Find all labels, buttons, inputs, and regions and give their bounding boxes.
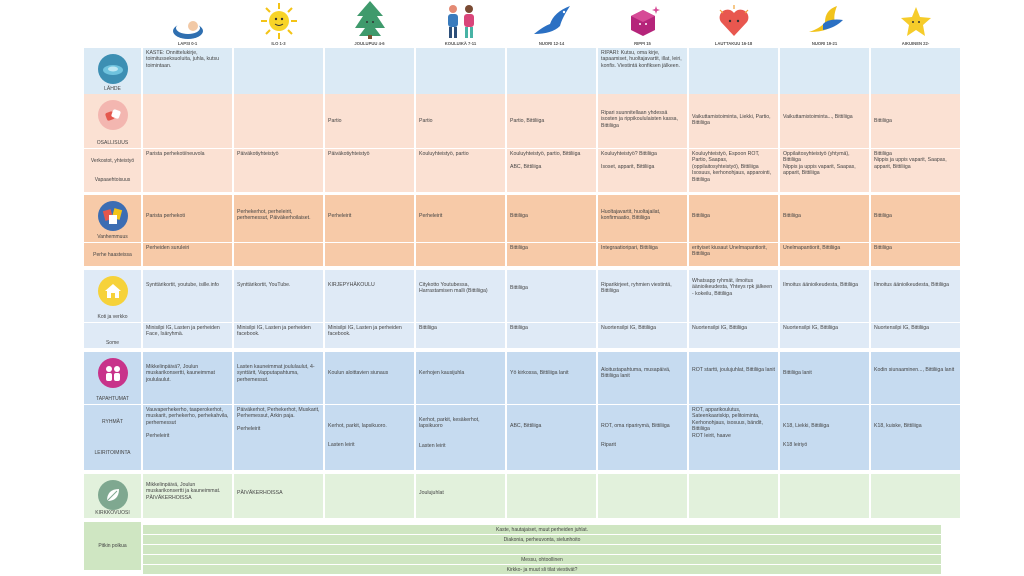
cell-vanhemmuus-2: Perheleirit bbox=[325, 192, 414, 242]
cell-kirkkovuosi-1: PÄIVÄKERHOISSA bbox=[234, 470, 323, 518]
cell-ryhmat-6: ROT, apparikoulutus, Sateenkaariskip, pelitoiminta, Kerhonohjaus, isosuus, bändit, Bittiliiga ROT leirit, haave bbox=[689, 404, 778, 470]
cell-tapahtumat-0: Mikkelinpäivä?, Joulun muskarikonsertti, kauneimmat joululaulut. bbox=[143, 348, 232, 404]
cell-osallisuus2-5: Kouluyhteistyö? Bittiliiga Isoset, apparit, Bittiliiga bbox=[598, 148, 687, 192]
people-icon bbox=[98, 358, 128, 388]
cell-tapahtumat-6: ROT startti, joulujuhlat, Bittiliiga lanit bbox=[689, 348, 778, 404]
cell-some-6: Nuortensilpi IG, Bittiliiga bbox=[689, 322, 778, 348]
cell-vanhemmuus-3: Perheleirit bbox=[416, 192, 505, 242]
cell-osallisuus1-3: Partio bbox=[416, 94, 505, 148]
cell-perhe-1 bbox=[234, 242, 323, 266]
cell-vanhemmuus-1: Perhekerhot, perheleirit, perhemessut, Päiväkerhoilaiset. bbox=[234, 192, 323, 242]
cell-some-3: Bittiliiga bbox=[416, 322, 505, 348]
cell-lahde-0: KASTE: Onnittelukirje, toimitusseksuoluita, juhla, kutsu toimintaan. bbox=[143, 48, 232, 94]
cell-vanhemmuus-4: Bittiliiga bbox=[507, 192, 596, 242]
cell-osallisuus2-8: Bittiliiga Nippis ja uppis vaparit, Saapas, apparit, Bittiliiga bbox=[871, 148, 960, 192]
cell-lahde-2 bbox=[325, 48, 414, 94]
cell-vanhemmuus-7: Bittiliiga bbox=[780, 192, 869, 242]
cell-osallisuus2-1: Päiväkotiyhteistyö bbox=[234, 148, 323, 192]
cell-koti-2: KIRJEPYHÄKOULU bbox=[325, 266, 414, 322]
cell-perhe-2 bbox=[325, 242, 414, 266]
cell-lahde-1 bbox=[234, 48, 323, 94]
row-label-pitkin-polkua: Pitkin polkua bbox=[84, 522, 141, 570]
pitkin-line-4: Kirkko- ja muut sli tilat viestivät? bbox=[143, 565, 941, 574]
cell-osallisuus2-2: Päiväkotiyhteistyö bbox=[325, 148, 414, 192]
cell-koti-5: Riparikirjeet, ryhmien viestintä, Bittiliiga bbox=[598, 266, 687, 322]
cell-kirkkovuosi-6 bbox=[689, 470, 778, 518]
row-label-verkostot: Verkostot, yhteistyö Vapaaehtoisuus bbox=[84, 148, 141, 192]
cell-osallisuus1-2: Partio bbox=[325, 94, 414, 148]
cell-ryhmat-5: ROT, oma riparirymä, Bittiliiga Riparit bbox=[598, 404, 687, 470]
row-label-tapahtumat: TAPAHTUMAT bbox=[84, 348, 141, 404]
cell-perhe-4: Bittiliiga bbox=[507, 242, 596, 266]
col-header-8: AIKUINEN 22- bbox=[871, 0, 960, 48]
cell-perhe-0: Perheiden suruleiri bbox=[143, 242, 232, 266]
row-label-lahde: LÄHDE bbox=[84, 48, 141, 94]
cell-lahde-3 bbox=[416, 48, 505, 94]
cell-tapahtumat-2: Koulun aloittavien siunaus bbox=[325, 348, 414, 404]
cell-tapahtumat-4: Yö kirkossa, Bittiliiga lanit bbox=[507, 348, 596, 404]
cell-ryhmat-8: K18, kuiske, Bittiliiga bbox=[871, 404, 960, 470]
cell-ryhmat-0: Vauvaperhekerho, taaperokerhot, muskarit, perhekerho, perhekahvila, perhemessut Perheleirit bbox=[143, 404, 232, 470]
cell-tapahtumat-7: Bittiliiga lanit bbox=[780, 348, 869, 404]
col-header-5: RIPPI 15 bbox=[598, 0, 687, 48]
cell-kirkkovuosi-5 bbox=[598, 470, 687, 518]
cell-osallisuus2-0: Parista perhekoti/neuvola bbox=[143, 148, 232, 192]
cell-lahde-4 bbox=[507, 48, 596, 94]
col-header-3: KOULUIKÄ 7-11 bbox=[416, 0, 505, 48]
cell-kirkkovuosi-8 bbox=[871, 470, 960, 518]
cell-ryhmat-7: K18, Liekki, Bittiliiga K18 leiriyö bbox=[780, 404, 869, 470]
cell-ryhmat-4: ABC, Bittiliiga bbox=[507, 404, 596, 470]
cell-lahde-5: RIPARI: Kutsu, oma kirje, tapaamiset, huoltajavartit, illat, leiri, konfis. Viestintä konfiksen jälkeen. bbox=[598, 48, 687, 94]
cell-osallisuus2-4: Kouluyhteistyö, partio, Bittiliiga ABC, Bittiliiga bbox=[507, 148, 596, 192]
row-label-osallisuus: OSALLISUUS bbox=[84, 94, 141, 148]
pitkin-line-2 bbox=[143, 545, 941, 554]
cell-tapahtumat-5: Aloitustapahtuma, musapäivä, Bittiliiga lanit bbox=[598, 348, 687, 404]
row-label-kirkkovuosi: KIRKKOVUOSI bbox=[84, 470, 141, 518]
family-icon bbox=[98, 201, 128, 231]
dove-icon bbox=[803, 4, 847, 40]
leaf-icon bbox=[98, 480, 128, 510]
cell-osallisuus2-6: Kouluyhteistyö, Espoon ROT, Partio, Saapas, (oppilaitosyhteistyö), Bittiliiga Isosuus, kerhonohjaus, apparointi, Bittiliiga bbox=[689, 148, 778, 192]
bird-icon bbox=[530, 4, 574, 40]
cell-perhe-3 bbox=[416, 242, 505, 266]
row-label-ryhmat: RYHMÄT LEIRITOIMINTA bbox=[84, 404, 141, 470]
cell-osallisuus2-7: Oppilaitosyhteistyö (yhtymä), Bittiliiga Nippis ja uppis vaparit, Saapas, apparit, Bittiliiga bbox=[780, 148, 869, 192]
cell-vanhemmuus-0: Parista perhekoti bbox=[143, 192, 232, 242]
cell-some-2: Minisilpi IG, Lasten ja perheiden facebook. bbox=[325, 322, 414, 348]
cell-kirkkovuosi-4 bbox=[507, 470, 596, 518]
row-label-some: Some bbox=[84, 322, 141, 348]
cell-kirkkovuosi-0: Mikkelinpäivä, Joulun muskarikonsertti ja kauneimmat. PÄIVÄKERHOISSA bbox=[143, 470, 232, 518]
hands-icon bbox=[98, 100, 128, 130]
pitkin-line-1: Diakonia, perheuvonta, sielunhoito bbox=[143, 535, 941, 544]
cell-vanhemmuus-5: Huoltajavartit, huoltajailat, konfirmaatio, Bittiliiga bbox=[598, 192, 687, 242]
cell-perhe-6: erityiset kiusaut Unelmapantiorit, Bittiliiga bbox=[689, 242, 778, 266]
cell-vanhemmuus-8: Bittiliiga bbox=[871, 192, 960, 242]
cell-ryhmat-3: Kerhot, parkit, kesäkerhot, lapsikuoro Lasten leirit bbox=[416, 404, 505, 470]
cell-tapahtumat-3: Kerhojen kausijuhla bbox=[416, 348, 505, 404]
pitkin-line-0: Kaste, hautajaiset, muut perheiden juhlat. bbox=[143, 525, 941, 534]
cell-kirkkovuosi-7 bbox=[780, 470, 869, 518]
row-label-perhe-haasteissa: Perhe haasteissa bbox=[84, 242, 141, 266]
cell-koti-0: Synttärikortit, youtube, isille.info bbox=[143, 266, 232, 322]
cell-koti-4: Bittiliiga bbox=[507, 266, 596, 322]
star-icon bbox=[898, 4, 934, 40]
cell-some-1: Minisilpi IG, Lasten ja perheiden facebook. bbox=[234, 322, 323, 348]
col-header-7: NUORI 19-21 bbox=[780, 0, 869, 48]
path-grid bbox=[84, 0, 955, 576]
cell-osallisuus1-4: Partio, Bittiliiga bbox=[507, 94, 596, 148]
cell-osallisuus1-0 bbox=[143, 94, 232, 148]
cell-ryhmat-2: Kerhot, parkit, lapsikuoro. Lasten leirit bbox=[325, 404, 414, 470]
cell-osallisuus1-5: Ripari suunnitellaan yhdessä isosten ja rippikoululaisten kassa, Bittiliiga bbox=[598, 94, 687, 148]
cell-koti-3: Citykotto Youtubessa, Harrastamisen malli (Bittiliiga) bbox=[416, 266, 505, 322]
water-icon bbox=[98, 54, 128, 84]
cell-osallisuus1-1 bbox=[234, 94, 323, 148]
col-header-1: ILO 1-3 bbox=[234, 0, 323, 48]
col-header-0: LAPSI 0-1 bbox=[143, 0, 232, 48]
cell-koti-7: Ilmoitus äänioikeudesta, Bittiliiga bbox=[780, 266, 869, 322]
cell-koti-1: Synttärikortit, YouTube. bbox=[234, 266, 323, 322]
home-icon bbox=[98, 276, 128, 306]
tree-icon bbox=[353, 0, 387, 40]
kids-icon bbox=[441, 2, 481, 40]
cell-osallisuus1-6: Vaikuttamistoiminta, Liekki, Partio, Bittiliiga bbox=[689, 94, 778, 148]
sun-icon bbox=[259, 2, 299, 40]
cell-some-0: Minisilpi IG, Lasten ja perheiden Face, Isäryhmä. bbox=[143, 322, 232, 348]
cell-ryhmat-1: Päiväkerhot, Perhekerhot, Muskarit, Perhemessut, Arkin paja. Perheleirit bbox=[234, 404, 323, 470]
corner-cell bbox=[84, 0, 141, 48]
cell-perhe-7: Unelmapantiorit, Bittiliiga bbox=[780, 242, 869, 266]
cell-osallisuus1-7: Vaikuttamistoiminta..., Bittiliiga bbox=[780, 94, 869, 148]
cell-some-4: Bittiliiga bbox=[507, 322, 596, 348]
cell-koti-8: Ilmoitus äänioikeudesta, Bittiliiga bbox=[871, 266, 960, 322]
cell-lahde-7 bbox=[780, 48, 869, 94]
heart-icon bbox=[716, 4, 752, 40]
cell-tapahtumat-8: Kodin siunaaminen..., Bittiliiga lanit bbox=[871, 348, 960, 404]
cell-lahde-8 bbox=[871, 48, 960, 94]
cell-lahde-6 bbox=[689, 48, 778, 94]
cell-some-5: Nuortensilpi IG, Bittiliiga bbox=[598, 322, 687, 348]
col-header-4: NUORI 12-14 bbox=[507, 0, 596, 48]
gem-icon bbox=[625, 4, 661, 40]
row-label-koti-verkko: Koti ja verkko bbox=[84, 266, 141, 322]
cell-perhe-5: Integraatioripari, Bittiliiga bbox=[598, 242, 687, 266]
cell-some-7: Nuortensilpi IG, Bittiliiga bbox=[780, 322, 869, 348]
cell-vanhemmuus-6: Bittiliiga bbox=[689, 192, 778, 242]
col-header-2: JOULUPUU 4-6 bbox=[325, 0, 414, 48]
cell-osallisuus2-3: Kouluyhteistyö, partio bbox=[416, 148, 505, 192]
spacer bbox=[84, 518, 960, 522]
cell-kirkkovuosi-3: Joulujuhlat bbox=[416, 470, 505, 518]
cell-tapahtumat-1: Lasten kauneimmat joululaulut, 4-synttärit, Vapputapahtuma, perhemessut. bbox=[234, 348, 323, 404]
cell-kirkkovuosi-2 bbox=[325, 470, 414, 518]
pitkin-line-3: Messu, ohtoollinen bbox=[143, 555, 941, 564]
cell-osallisuus1-8: Bittiliiga bbox=[871, 94, 960, 148]
cell-some-8: Nuortensilpi IG, Bittiliiga bbox=[871, 322, 960, 348]
cell-perhe-8: Bittiliiga bbox=[871, 242, 960, 266]
baby-icon bbox=[171, 16, 205, 40]
row-label-vanhemmuus: Vanhemmuus bbox=[84, 192, 141, 242]
col-header-6: LAUTTAKUU 16-18 bbox=[689, 0, 778, 48]
cell-koti-6: Whatsapp ryhmät, ilmoitus äänioikeudesta, Yhteys rpk jälkeen - kokeilu, Bittiliiga bbox=[689, 266, 778, 322]
